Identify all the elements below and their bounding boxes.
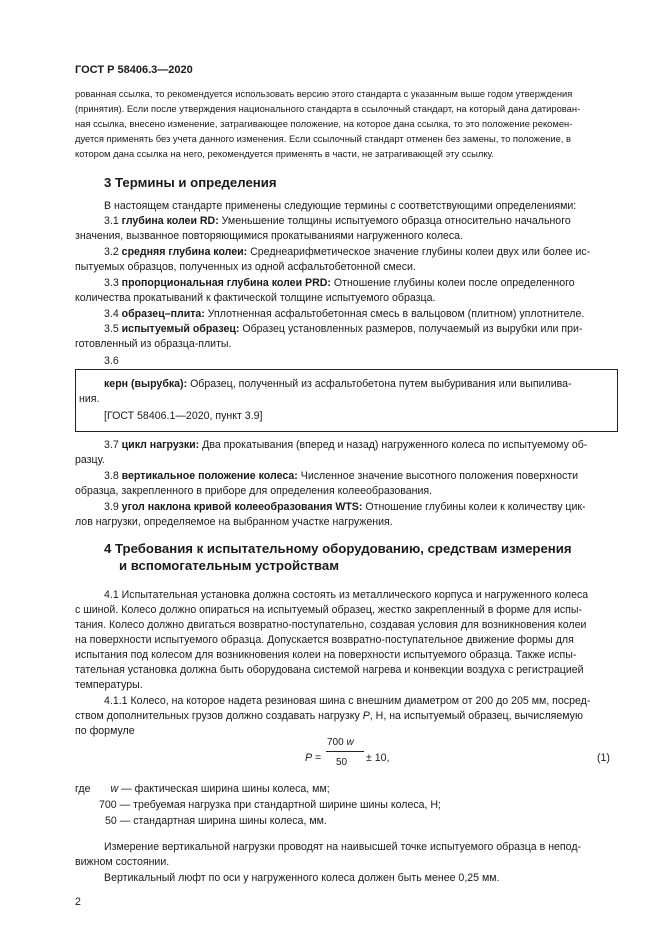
term-name: испытуемый образец: <box>121 323 240 335</box>
section-4-title: 4 Требования к испытательному оборудованию, средствам измерения <box>104 541 572 556</box>
term-name: цикл нагрузки: <box>121 439 200 451</box>
formula-denominator: 50 <box>336 757 348 768</box>
paragraph-play: Вертикальный люфт по оси у нагруженного колеса должен быть менее 0,25 мм. <box>104 872 500 884</box>
source-reference: [ГОСТ 58406.1—2020, пункт 3.9] <box>104 410 263 422</box>
term-name: угол наклона кривой колееобразования WTS: <box>121 501 363 513</box>
term-name: образец–плита: <box>121 308 205 320</box>
section-3-lead: В настоящем стандарте применены следующие термины с соответствующими определениями: <box>104 200 577 212</box>
section-3-title: 3 Термины и определения <box>104 175 277 190</box>
fraction-bar <box>326 751 364 752</box>
intro-line: дуется применять без учета данного изменения. Если ссылочный стандарт отменен без замены, то положение, в <box>75 133 571 144</box>
term-name: вертикальное положение колеса: <box>121 470 298 482</box>
formula-number: (1) <box>597 752 610 764</box>
intro-line: рованная ссылка, то рекомендуется использовать версию этого стандарта с указанным выше годом утверждения <box>75 88 573 99</box>
document-header: ГОСТ Р 58406.3—2020 <box>75 64 193 76</box>
intro-line: (принятия). Если после утверждения национального стандарта в ссылочный стандарт, на который дана датирован- <box>75 103 581 114</box>
term-name: глубина колеи RD: <box>121 215 219 227</box>
term-name: пропорциональная глубина колеи PRD: <box>121 277 331 289</box>
term-name: керн (вырубка): <box>104 378 188 390</box>
formula-lhs: P <box>305 752 313 764</box>
intro-line: котором дана ссылка на него, рекомендуется применять в части, не затрагивающей эту ссылку. <box>75 148 494 159</box>
section-4-title-cont: и вспомогательным устройствам <box>119 558 339 573</box>
page-number: 2 <box>75 896 81 908</box>
formula-tail: ± 10, <box>366 752 390 764</box>
formula-numerator: 700 w <box>327 737 354 748</box>
intro-line: ная ссылка, внесено изменение, затрагивающее положение, на которое дана ссылка, то это положение рекомен- <box>75 118 573 129</box>
term-name: средняя глубина колеи: <box>121 246 248 258</box>
